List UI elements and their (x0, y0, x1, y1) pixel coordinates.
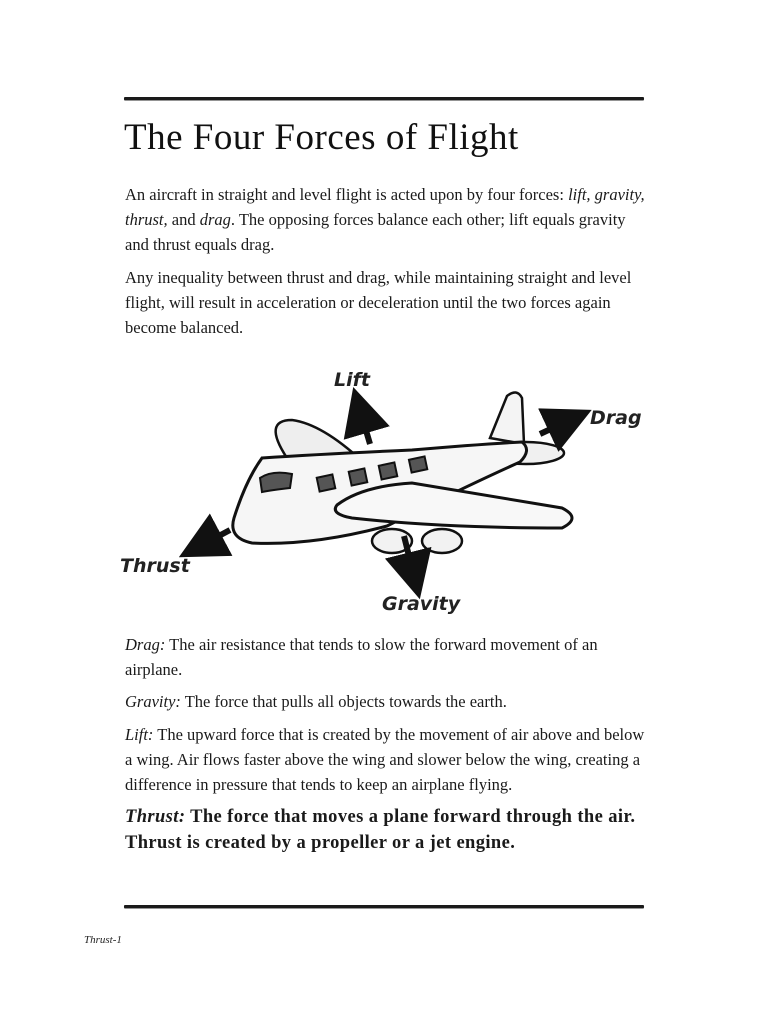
airplane-figure (112, 358, 652, 620)
definition-term: Gravity: (125, 692, 181, 711)
definition-text: The air resistance that tends to slow the forward movement of an airplane. (125, 635, 598, 679)
definition-drag (125, 632, 650, 682)
page-title: The Four Forces of Flight (124, 117, 519, 158)
intro-text: and (167, 210, 200, 229)
tail-fin (490, 392, 524, 444)
drag-arrow (540, 420, 570, 434)
airplane-diagram (112, 358, 652, 620)
definition-term: Lift: (125, 725, 154, 744)
gravity-label: Gravity (382, 593, 461, 615)
thrust-arrow (200, 530, 230, 546)
term-lift: lift, (568, 185, 591, 204)
definition-text: The force that moves a plane forward through the air. Thrust is created by a propeller or a jet engine. (125, 807, 636, 853)
window (379, 462, 398, 479)
page-footer: Thrust-1 (84, 934, 122, 946)
definition-term: Thrust: (125, 807, 186, 827)
definition-text: The upward force that is created by the movement of air above and below a wing. Air flows faster above the wing and slower below the wing, creating a difference in pressure that tends to keep an airplane flying. (125, 725, 645, 794)
lift-arrow (360, 410, 370, 444)
intro-text: An aircraft in straight and level flight is acted upon by four forces: (125, 185, 569, 204)
definition-term: Drag: (125, 635, 166, 654)
intro-paragraph-2: Any inequality between thrust and drag, while maintaining straight and level flight, will result in acceleration or deceleration until the two forces again become balanced. (125, 268, 632, 337)
thrust-label: Thrust (120, 555, 190, 577)
lift-label: Lift (334, 369, 370, 391)
definition-thrust (125, 804, 650, 856)
top-rule (124, 97, 644, 100)
window (409, 456, 427, 472)
intro-text: . The opposing forces balance each other; lift equals gravity and thrust equals drag. (125, 210, 626, 254)
intro-paragraph-1 (125, 182, 650, 257)
definition-text: The force that pulls all objects towards the earth. (180, 692, 507, 711)
bottom-rule (124, 905, 644, 908)
drag-label: Drag (590, 407, 642, 429)
near-wing (335, 483, 572, 528)
windshield (260, 473, 292, 492)
definition-lift (125, 722, 650, 797)
window (317, 474, 336, 491)
engine-pod (422, 529, 462, 553)
term-gravity-thrust: gravity, thrust, (125, 185, 645, 229)
term-drag: drag (199, 210, 231, 229)
window (349, 468, 368, 485)
definition-gravity (125, 689, 650, 714)
